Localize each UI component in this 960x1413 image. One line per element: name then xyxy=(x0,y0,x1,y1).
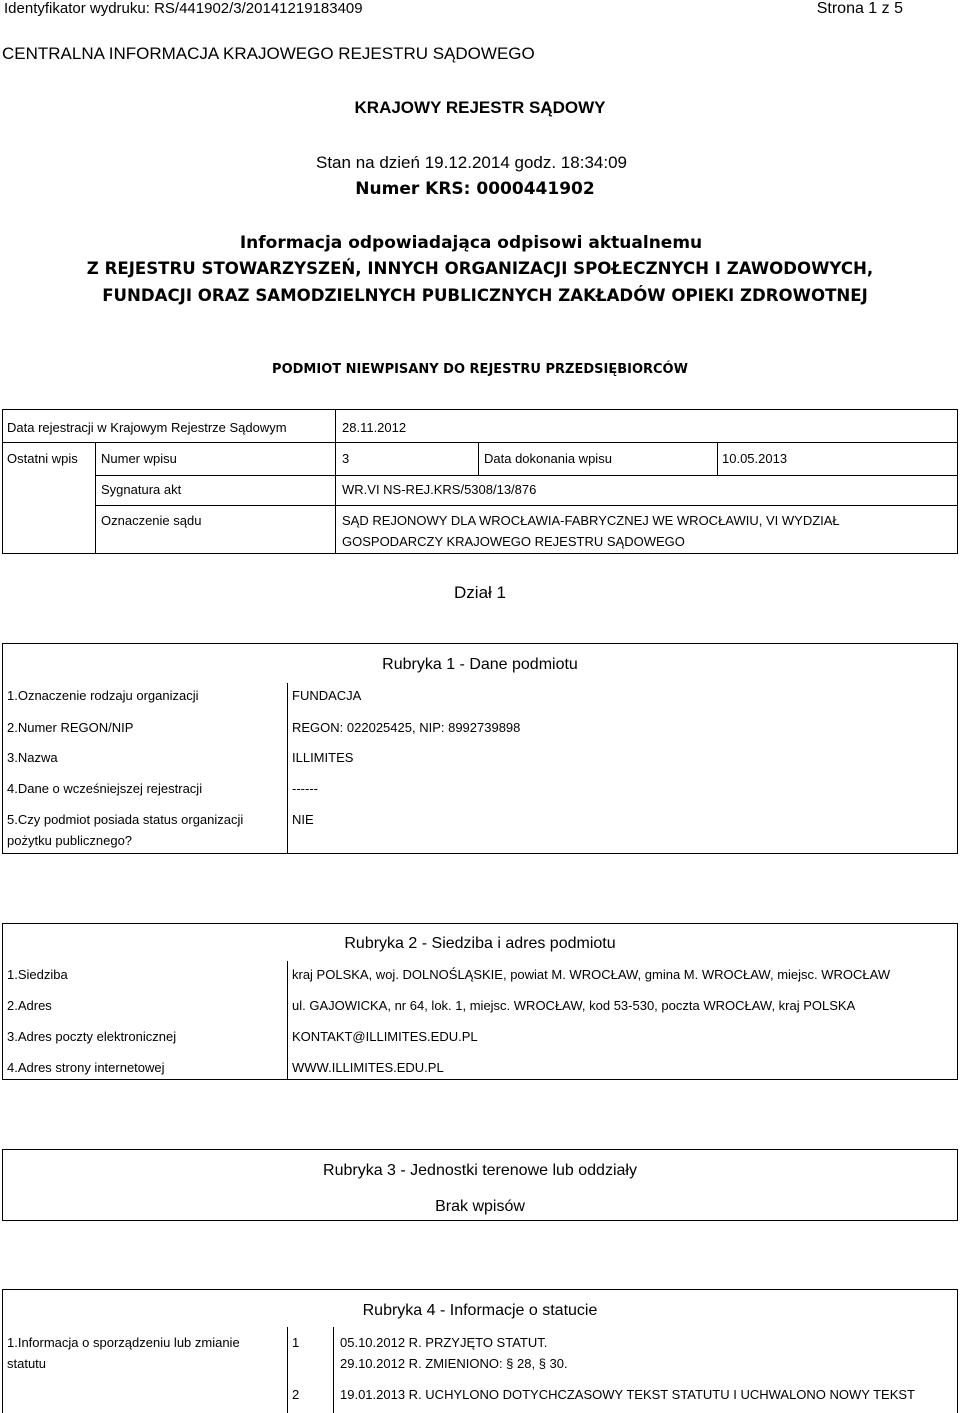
court-label: Oznaczenie sądu xyxy=(101,513,202,528)
rubric1-row-label: 5.Czy podmiot posiada status organizacji xyxy=(7,812,244,827)
org-name: CENTRALNA INFORMACJA KRAJOWEGO REJESTRU SĄDOWEGO xyxy=(2,44,535,63)
registration-date-label: Data rejestracji w Krajowym Rejestrze Sądowym xyxy=(7,420,287,435)
rubric4-title: Rubryka 4 - Informacje o statucie xyxy=(362,1302,598,1319)
signature-label: Sygnatura akt xyxy=(101,482,182,497)
rubric1-row-value: ILLIMITES xyxy=(292,750,354,765)
info-title-line1: Informacja odpowiadająca odpisowi aktualnemu xyxy=(239,233,703,253)
rubric3-empty-text: Brak wpisów xyxy=(435,1198,525,1215)
last-entry-label: Ostatni wpis xyxy=(7,451,78,466)
state-date: Stan na dzień 19.12.2014 godz. 18:34:09 xyxy=(316,153,627,172)
rubric1-row-label: 2.Numer REGON/NIP xyxy=(7,720,134,735)
rubric2-title: Rubryka 2 - Siedziba i adres podmiotu xyxy=(344,935,616,952)
rubric1-row-value: FUNDACJA xyxy=(292,688,362,703)
signature-value: WR.VI NS-REJ.KRS/5308/13/876 xyxy=(342,482,537,497)
court-value-line1: SĄD REJONOWY DLA WROCŁAWIA-FABRYCZNEJ WE WROCŁAWIU, VI WYDZIAŁ xyxy=(342,513,840,528)
rubric3-title: Rubryka 3 - Jednostki terenowe lub oddziały xyxy=(323,1162,637,1179)
section-title: Dział 1 xyxy=(454,583,506,602)
statute-entry-number: 2 xyxy=(292,1387,300,1402)
rubric2-row-value: WWW.ILLIMITES.EDU.PL xyxy=(292,1060,444,1075)
entry-number-label: Numer wpisu xyxy=(101,451,177,466)
rubric4-label-line2: statutu xyxy=(7,1356,47,1371)
info-title-line2: Z REJESTRU STOWARZYSZEŃ, INNYCH ORGANIZACJI SPOŁECZNYCH I ZAWODOWYCH, xyxy=(86,259,874,278)
registry-title: KRAJOWY REJESTR SĄDOWY xyxy=(354,98,606,117)
rubric1-row-label: pożytku publicznego? xyxy=(7,833,133,848)
not-entrepreneur-notice: PODMIOT NIEWPISANY DO REJESTRU PRZEDSIĘBIORCÓW xyxy=(272,362,688,377)
page-number: Strona 1 z 5 xyxy=(816,0,903,17)
rubric2-row-label: 2.Adres xyxy=(7,998,52,1013)
statute-entry-number: 1 xyxy=(292,1335,300,1350)
rubric2-row-label: 3.Adres poczty elektronicznej xyxy=(7,1029,177,1044)
registration-date-value: 28.11.2012 xyxy=(342,420,407,435)
rubric1-row-value: NIE xyxy=(292,812,314,827)
info-title-line3: FUNDACJI ORAZ SAMODZIELNYCH PUBLICZNYCH ZAKŁADÓW OPIEKI ZDROWOTNEJ xyxy=(102,286,868,305)
rubric2-row-value: ul. GAJOWICKA, nr 64, lok. 1, miejsc. WROCŁAW, kod 53-530, poczta WROCŁAW, kraj POLSKA xyxy=(292,998,856,1013)
rubric1-row-label: 4.Dane o wcześniejszej rejestracji xyxy=(7,781,203,796)
rubric1-row-value: REGON: 022025425, NIP: 8992739898 xyxy=(292,720,521,735)
entry-date-value: 10.05.2013 xyxy=(722,451,788,466)
rubric1-title: Rubryka 1 - Dane podmiotu xyxy=(382,656,578,673)
rubric1-row-label: 1.Oznaczenie rodzaju organizacji xyxy=(7,688,199,703)
court-value-line2: GOSPODARCZY KRAJOWEGO REJESTRU SĄDOWEGO xyxy=(342,534,685,549)
print-identifier: Identyfikator wydruku: RS/441902/3/20141219183409 xyxy=(4,0,363,17)
entry-date-label: Data dokonania wpisu xyxy=(484,451,612,466)
rubric1-row-value: ------ xyxy=(292,781,318,796)
krs-number: Numer KRS: 0000441902 xyxy=(355,179,595,199)
rubric2-row-label: 1.Siedziba xyxy=(7,967,68,982)
rubric1-row-label: 3.Nazwa xyxy=(7,750,58,765)
rubric2-row-value: kraj POLSKA, woj. DOLNOŚLĄSKIE, powiat M. WROCŁAW, gmina M. WROCŁAW, miejsc. WROCŁAW xyxy=(292,967,891,982)
rubric2-row-label: 4.Adres strony internetowej xyxy=(7,1060,165,1075)
statute-entry-line1: 19.01.2013 R. UCHYLONO DOTYCHCZASOWY TEKST STATUTU I UCHWALONO NOWY TEKST xyxy=(340,1387,916,1402)
statute-entry-line2: 29.10.2012 R. ZMIENIONO: § 28, § 30. xyxy=(340,1356,568,1371)
statute-entry-line1: 05.10.2012 R. PRZYJĘTO STATUT. xyxy=(340,1335,548,1350)
rubric4-label-line1: 1.Informacja o sporządzeniu lub zmianie xyxy=(7,1335,240,1350)
rubric2-row-value: KONTAKT@ILLIMITES.EDU.PL xyxy=(292,1029,478,1044)
entry-number-value: 3 xyxy=(342,451,350,466)
